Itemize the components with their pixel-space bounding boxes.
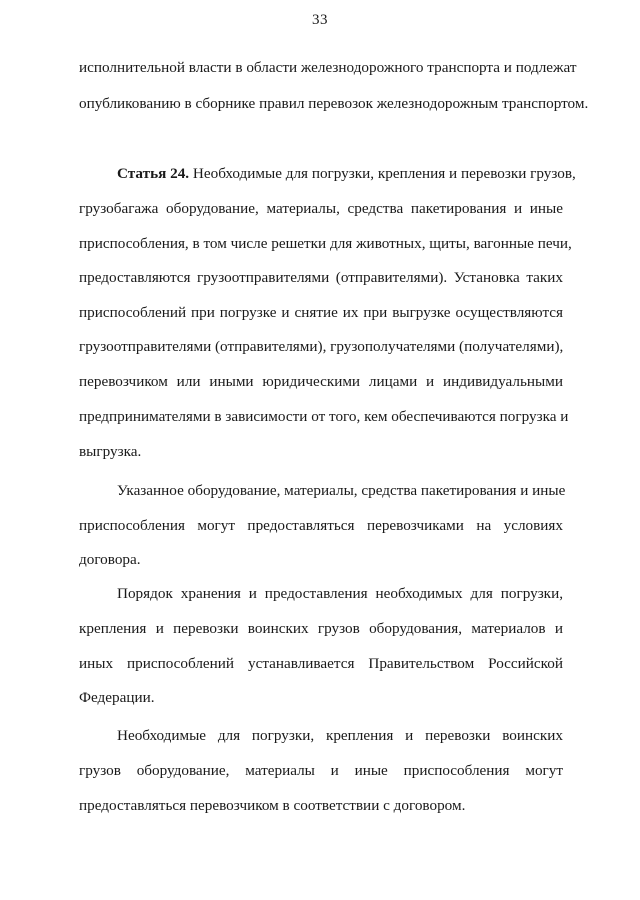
text-line: Федерации. [79,689,155,706]
text-line: приспособления, в том числе решетки для животных, щиты, вагонные печи, [79,235,572,252]
text-line: договора. [79,551,141,568]
text-line: крепления и перевозки воинских грузов оборудования, материалов и [79,620,563,637]
text-line: приспособлений при погрузке и снятие их при выгрузке осуществляются [79,304,563,321]
text-line: Необходимые для погрузки, крепления и перевозки грузов, [192,165,576,182]
text-line: Указанное оборудование, материалы, средства пакетирования и иные [117,482,566,499]
article-first-line [117,164,576,184]
article-heading: Статья 24. [117,165,190,182]
text-line: предоставляются грузоотправителями (отправителями). Установка таких [79,269,563,286]
text-line: опубликованию в сборнике правил перевозок железнодорожным транспортом. [79,95,589,112]
text-line: иных приспособлений устанавливается Правительством Российской [79,655,563,672]
text-line: перевозчиком или иными юридическими лицами и индивидуальными [79,373,563,390]
text-line: грузобагажа оборудование, материалы, средства пакетирования и иные [79,200,563,217]
text-line: исполнительной власти в области железнодорожного транспорта и подлежат [79,59,577,76]
text-line: грузов оборудование, материалы и иные приспособления могут [79,762,563,779]
text-line: Необходимые для погрузки, крепления и перевозки воинских [117,727,563,744]
text-line: приспособления могут предоставляться перевозчиками на условиях [79,517,563,534]
text-line: выгрузка. [79,443,142,460]
text-line: грузоотправителями (отправителями), грузополучателями (получателями), [79,338,564,355]
text-line: Порядок хранения и предоставления необходимых для погрузки, [117,585,563,602]
page-number: 33 [312,12,328,28]
text-line: предоставляться перевозчиком в соответствии с договором. [79,797,466,814]
text-line: предпринимателями в зависимости от того, кем обеспечиваются погрузка и [79,408,569,425]
